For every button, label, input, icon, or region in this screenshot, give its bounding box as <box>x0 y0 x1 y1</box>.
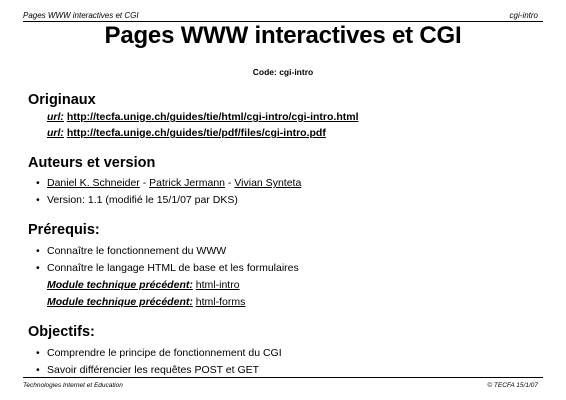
original-pdf-link[interactable]: http://tecfa.unige.ch/guides/tie/pdf/files/cgi-intro.pdf <box>66 127 326 139</box>
bullet-icon: • <box>36 194 40 206</box>
author-link-jermann[interactable]: Patrick Jermann <box>149 177 226 189</box>
page-title: Pages WWW interactives et CGI <box>104 22 462 49</box>
prerequis-bullet-1 <box>36 245 226 257</box>
version-text: Version: 1.1 (modifié le 15/1/07 par DKS) <box>47 194 238 206</box>
module-link-html-intro[interactable]: html-intro <box>195 279 240 291</box>
prerequis-text: Connaître le langage HTML de base et les formulaires <box>47 262 299 274</box>
bullet-icon: • <box>36 364 40 376</box>
original-html-link[interactable]: http://tecfa.unige.ch/guides/tie/html/cgi-intro/cgi-intro.html <box>66 111 359 123</box>
module-row-1 <box>47 279 240 291</box>
version-row <box>36 194 238 206</box>
originaux-heading: Originaux <box>28 92 96 108</box>
bullet-icon: • <box>36 262 40 274</box>
module-row-2 <box>47 296 245 308</box>
url-label: url: <box>47 127 64 139</box>
module-label: Module technique précédent: <box>47 296 193 308</box>
objectifs-bullet-2 <box>36 364 259 376</box>
module-label: Module technique précédent: <box>47 279 193 291</box>
header-left: Pages WWW interactives et CGI <box>23 11 139 20</box>
module-link-html-forms[interactable]: html-forms <box>195 296 246 308</box>
footer-right: © TECFA 15/1/07 <box>487 382 538 389</box>
header-right: cgi-intro <box>509 11 538 20</box>
author-link-synteta[interactable]: Vivian Synteta <box>234 177 302 189</box>
footer-left: Technologies Internet et Education <box>23 382 123 389</box>
bullet-icon: • <box>36 177 40 189</box>
prerequis-heading: Prérequis: <box>28 222 100 238</box>
author-link-schneider[interactable]: Daniel K. Schneider <box>47 177 140 189</box>
authors-row <box>36 177 301 189</box>
prerequis-bullet-2 <box>36 262 299 274</box>
objectifs-bullet-1 <box>36 347 282 359</box>
original-url-row-1 <box>47 111 359 123</box>
bullet-icon: • <box>36 347 40 359</box>
objectifs-text: Savoir différencier les requêtes POST et GET <box>47 364 260 376</box>
auteurs-heading: Auteurs et version <box>28 155 156 171</box>
author-separator: - <box>139 177 150 189</box>
footer-rule <box>23 377 543 378</box>
author-separator: - <box>225 177 235 189</box>
objectifs-heading: Objectifs: <box>28 324 95 340</box>
original-url-row-2 <box>47 127 326 139</box>
bullet-icon: • <box>36 245 40 257</box>
code-label: Code: cgi-intro <box>252 67 314 77</box>
url-label: url: <box>47 111 64 123</box>
prerequis-text: Connaître le fonctionnement du WWW <box>47 245 227 257</box>
objectifs-text: Comprendre le principe de fonctionnement du CGI <box>47 347 282 359</box>
